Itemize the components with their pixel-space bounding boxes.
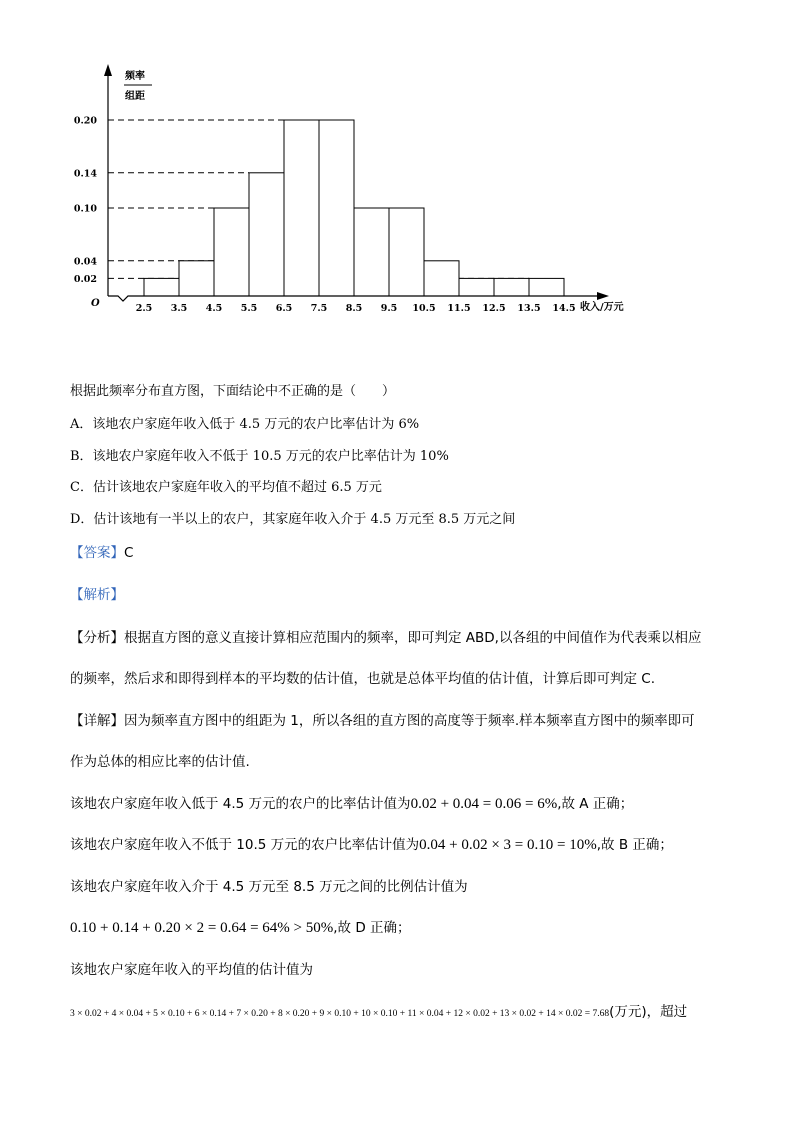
option-b: B．该地农户家庭年收入不低于 10.5 万元的农户比率估计为 10% <box>70 449 449 464</box>
x-tick-label: 13.5 <box>517 303 541 314</box>
xiangjie-line-1 <box>70 709 695 729</box>
histogram-bar <box>389 208 424 296</box>
answer-tag: 【答案】 <box>70 545 124 561</box>
y-tick-label: 0.20 <box>73 115 97 127</box>
histogram-bar <box>459 278 494 296</box>
xiangjie-text-1: 因为频率直方图中的组距为 1，所以各组的直方图的高度等于频率.样本频率直方图中的频率即可 <box>124 713 695 729</box>
xiangjie-tag: 【详解】 <box>70 713 124 729</box>
y-axis-label-bottom: 组距 <box>125 91 145 102</box>
solution-d-math: 0.10 + 0.14 + 0.20 × 2 = 0.64 = 64% > 50% <box>70 920 334 936</box>
histogram-bar <box>249 173 284 296</box>
xiangjie-line-2: 作为总体的相应比率的估计值. <box>70 754 250 770</box>
analysis-heading <box>70 583 124 603</box>
histogram-bar <box>424 261 459 296</box>
solution-b-text: 该地农户家庭年收入不低于 10.5 万元的农户比率估计值为 <box>70 837 420 853</box>
histogram-bar <box>529 278 564 296</box>
solution-a-text: 该地农户家庭年收入低于 4.5 万元的农户的比率估计值为 <box>70 796 411 812</box>
option-a: A．该地农户家庭年收入低于 4.5 万元的农户比率估计为 6% <box>70 417 420 432</box>
x-tick-label: 10.5 <box>412 303 436 314</box>
x-tick-label: 9.5 <box>380 303 398 314</box>
x-tick-label: 11.5 <box>447 303 471 314</box>
mean-formula <box>70 1000 687 1020</box>
x-tick-label: 4.5 <box>205 303 223 314</box>
solution-a <box>70 792 633 813</box>
fenxi-tag: 【分析】 <box>70 630 124 646</box>
histogram-bar <box>319 120 354 296</box>
solution-a-math: 0.02 + 0.04 = 0.06 = 6% <box>410 796 558 812</box>
y-tick-label: 0.14 <box>73 168 97 180</box>
y-tick-label: 0.04 <box>73 256 97 268</box>
fenxi-text-1: 根据直方图的意义直接计算相应范围内的频率，即可判定 ABD,以各组的中间值作为代表乘以相应 <box>124 630 702 646</box>
x-tick-label: 7.5 <box>310 303 328 314</box>
solution-a-end: ,故 A 正确； <box>557 796 634 812</box>
solution-d-text: 该地农户家庭年收入介于 4.5 万元至 8.5 万元之间的比例估计值为 <box>70 879 468 895</box>
histogram-bar <box>284 120 319 296</box>
solution-b-math: 0.04 + 0.02 × 3 = 0.10 = 10% <box>419 837 597 853</box>
histogram-bar <box>494 278 529 296</box>
analysis-tag: 【解析】 <box>70 587 124 603</box>
option-c: C．估计该地农户家庭年收入的平均值不超过 6.5 万元 <box>70 480 382 495</box>
origin-label: O <box>91 298 100 309</box>
histogram-chart <box>0 0 793 345</box>
x-tick-label: 2.5 <box>135 303 153 314</box>
y-axis-label-top: 频率 <box>125 71 145 82</box>
x-tick-label: 12.5 <box>482 303 506 314</box>
solution-b <box>70 833 673 854</box>
mean-end: (万元)，超过 <box>609 1004 688 1020</box>
x-tick-label: 3.5 <box>170 303 188 314</box>
y-tick-label: 0.02 <box>73 273 97 285</box>
histogram-bar <box>144 278 179 296</box>
x-tick-label: 6.5 <box>275 303 293 314</box>
mean-math: 3 × 0.02 + 4 × 0.04 + 5 × 0.10 + 6 × 0.14 + 7 × 0.20 + 8 × 0.20 + 9 × 0.10 + 10 × 0.10 + 11 × 0.04 + 12 × 0.02 + 13 × 0.02 + 14 × 0.02 = 7.68 <box>70 1009 610 1019</box>
answer-value: C <box>124 545 134 561</box>
x-tick-label: 5.5 <box>240 303 258 314</box>
option-d: D．估计该地有一半以上的农户，其家庭年收入介于 4.5 万元至 8.5 万元之间 <box>70 512 516 527</box>
histogram-bar <box>354 208 389 296</box>
x-tick-label: 14.5 <box>552 303 576 314</box>
solution-d-end: ,故 D 正确； <box>333 920 411 936</box>
fenxi-line-1 <box>70 626 701 646</box>
answer-line <box>70 541 133 561</box>
solution-d-formula <box>70 916 411 937</box>
question-stem: 根据此频率分布直方图，下面结论中不正确的是（ ） <box>70 384 396 399</box>
histogram-bar <box>214 208 249 296</box>
fenxi-line-2: 的频率，然后求和即得到样本的平均数的估计值，也就是总体平均值的估计值，计算后即可判定 C. <box>70 671 656 687</box>
solution-b-end: ,故 B 正确； <box>596 837 673 853</box>
x-axis-label: 收入/万元 <box>580 302 624 313</box>
y-tick-label: 0.10 <box>73 203 97 215</box>
mean-text: 该地农户家庭年收入的平均值的估计值为 <box>70 962 313 978</box>
x-tick-label: 8.5 <box>345 303 363 314</box>
histogram-bar <box>179 261 214 296</box>
